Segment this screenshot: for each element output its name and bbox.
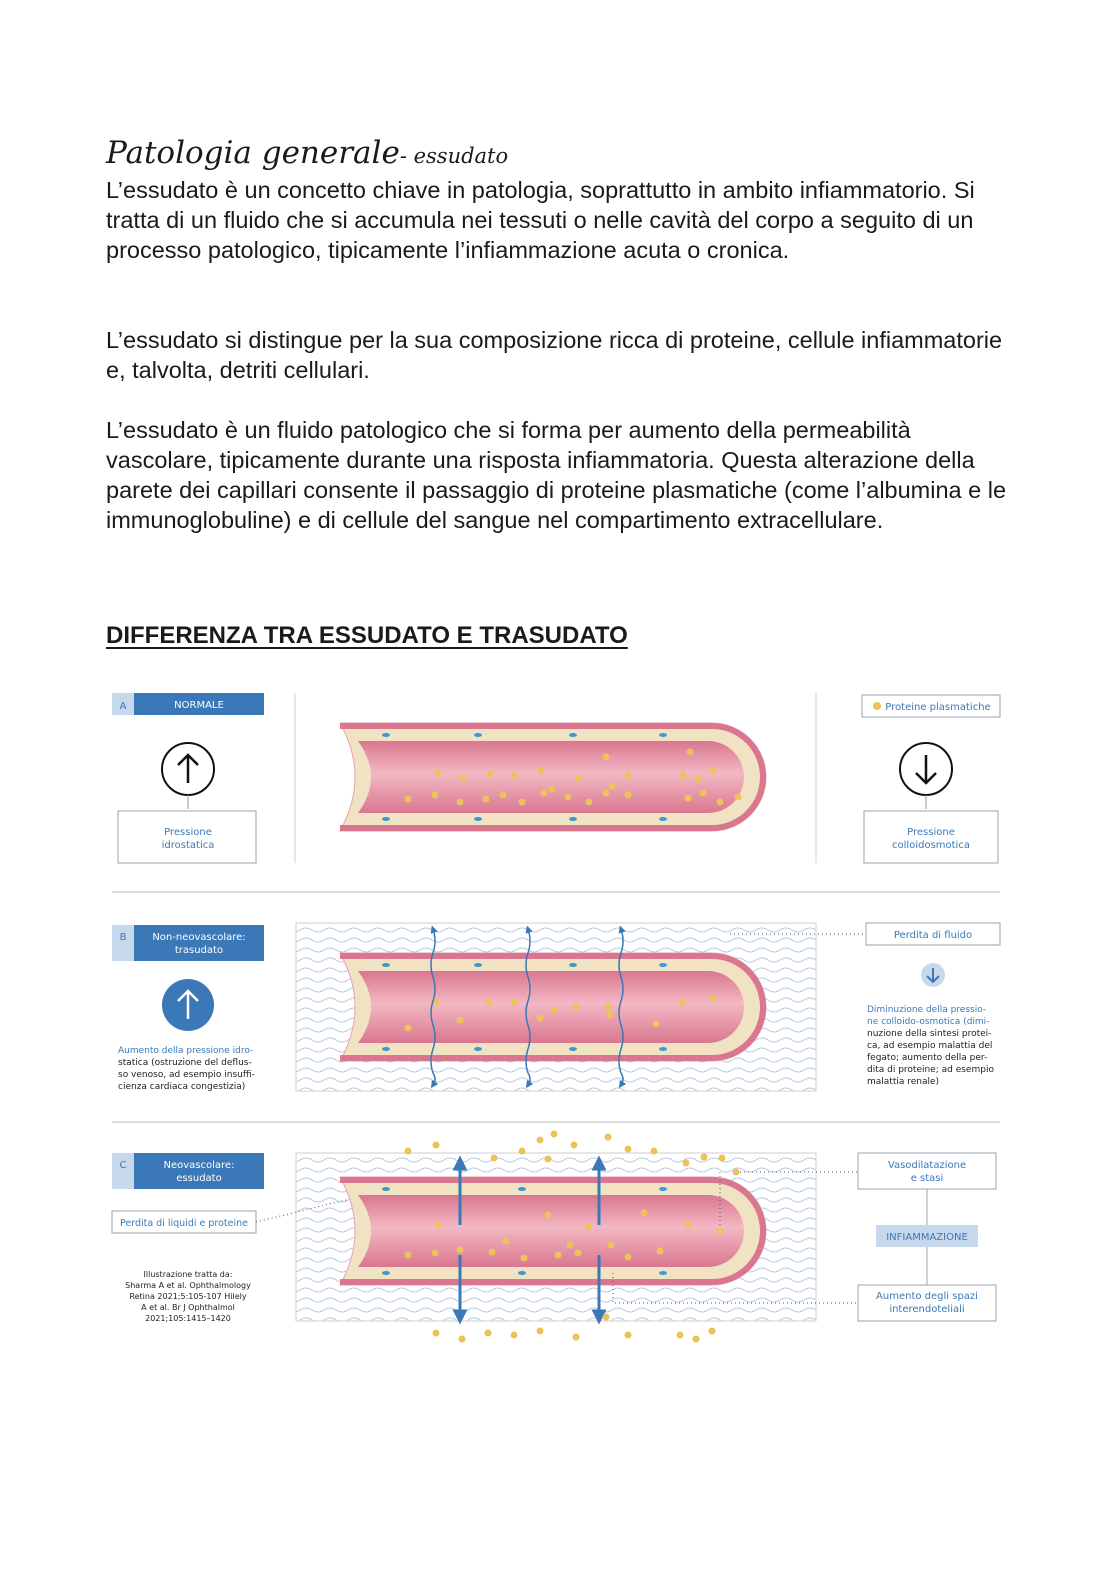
illustration-credit — [125, 1270, 251, 1323]
credit-line2: Sharma A et al. Ophthalmology — [125, 1281, 251, 1290]
panel-b-left-caption-2: statica (ostruzione del deflus- — [118, 1058, 252, 1068]
panel-c-title-line2: essudato — [176, 1173, 222, 1184]
panel-b-left-caption-4: cienza cardiaca congestizia) — [118, 1082, 246, 1092]
panel-b — [112, 923, 1000, 1092]
paragraph-composition: L’essudato si distingue per la sua composizione ricca di proteine, cellule infiammatorie e, talvolta, detriti cellulari. — [106, 327, 1003, 383]
panel-b-right-caption-4: ca, ad esempio malattia del — [867, 1041, 993, 1051]
panel-b-right-caption-7: malattia renale) — [867, 1077, 940, 1087]
colloidosmotic-label-line1: Pressione — [907, 827, 955, 838]
hydrostatic-label-line1: Pressione — [164, 827, 212, 838]
fluid-protein-loss-label: Perdita di liquidi e proteine — [119, 1218, 249, 1229]
interendothelial-line1: Aumento degli spazi — [876, 1291, 978, 1302]
colloidosmotic-label-line2: colloidosmotica — [892, 840, 970, 851]
paragraph-intro: L’essudato è un concetto chiave in patologia, soprattutto in ambito infiammatorio. Si tratta di un fluido che si accumula nei tessuti o nelle cavità del corpo a seguito di un processo patologico, tipicamente l’infiammazione acuta o cronica. — [106, 177, 975, 263]
panel-c — [112, 1131, 996, 1343]
panel-b-right-caption-5: fegato; aumento della per- — [867, 1053, 988, 1063]
panel-b-right-caption-2: ne colloido-osmotica (dimi- — [867, 1017, 990, 1027]
panel-b-left-caption-1: Aumento della pressione idro- — [118, 1046, 254, 1056]
panel-b-left-caption-3: so venoso, ad esempio insuffi- — [118, 1070, 255, 1080]
panel-c-letter: C — [119, 1160, 127, 1171]
section-heading: DIFFERENZA TRA ESSUDATO E TRASUDATO — [106, 622, 628, 649]
protein-dot-icon — [873, 702, 881, 710]
panel-c-title-line1: Neovascolare: — [163, 1160, 235, 1171]
credit-line5: 2021;105:1415–1420 — [145, 1314, 231, 1323]
legend-label: Proteine plasmatiche — [885, 702, 991, 713]
vessel-normal — [340, 723, 766, 831]
title-main: Patologia generale — [106, 135, 400, 171]
panel-b-title-line2: trasudato — [174, 945, 224, 956]
panel-a-title: NORMALE — [174, 700, 224, 711]
hydrostatic-label-line2: idrostatica — [161, 840, 215, 851]
panel-b-right-caption-1: Diminuzione della pressio- — [867, 1005, 987, 1015]
vasodilation-line2: e stasi — [910, 1173, 944, 1184]
credit-line4: A et al. Br J Ophthalmol — [141, 1303, 235, 1312]
fluid-loss-label: Perdita di fluido — [893, 930, 973, 941]
panel-a — [112, 693, 1000, 863]
vasodilation-line1: Vasodilatazione — [887, 1160, 967, 1171]
panel-b-right-caption-3: nuzione della sintesi protei- — [867, 1029, 992, 1039]
inflammation-label: INFIAMMAZIONE — [886, 1232, 968, 1243]
interendothelial-line2: interendoteliali — [889, 1304, 965, 1315]
paragraph-permeability: L’essudato è un fluido patologico che si forma per aumento della permeabilità vascolare, tipicamente durante una risposta infiammatoria. Questa alterazione della parete dei capillari consente il passaggio di proteine plasmatiche (come l’albumina e le immunoglobuline) e di cellule del sangue nel compartimento extracellulare. — [106, 417, 1007, 533]
panel-b-title-line1: Non-neovascolare: — [152, 932, 246, 943]
panel-a-letter: A — [119, 701, 127, 712]
title-sub: - essudato — [399, 144, 509, 168]
credit-line1: Illustrazione tratta da: — [143, 1270, 233, 1279]
figure-essudato-trasudato — [108, 685, 1008, 1350]
credit-line3: Retina 2021;5:105-107 Hilely — [129, 1292, 247, 1301]
page-title — [106, 132, 508, 177]
panel-b-letter: B — [119, 932, 127, 943]
panel-b-right-caption-6: dita di proteine; ad esempio — [867, 1065, 994, 1075]
